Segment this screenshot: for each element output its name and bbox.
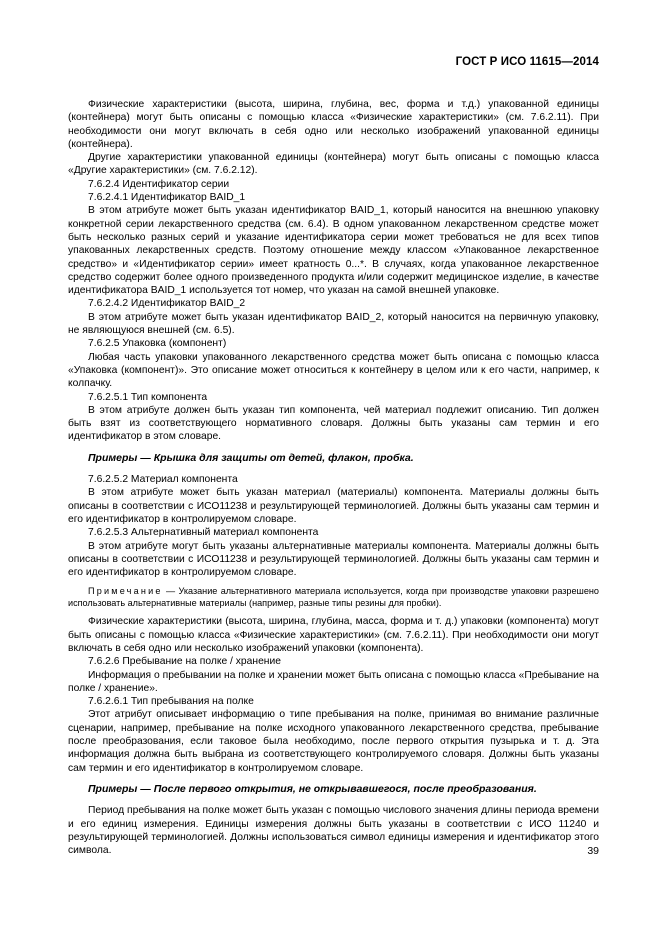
section-heading: 7.6.2.5.1 Тип компонента	[88, 391, 208, 403]
section-heading: 7.6.2.6 Пребывание на полке / хранение	[88, 656, 281, 668]
paragraph: Другие характеристики упакованной единицы (контейнера) могут быть описаны с помощью класса «Другие характеристики» (см. 7.6.2.12).	[68, 152, 599, 177]
note-text: — Указание альтернативного материала используется, когда при производстве упаковки разрешено использовать альтернативные материалы (например, разные типы резины для пробки).	[68, 586, 599, 609]
paragraph: Период пребывания на полке может быть указан с помощью числового значения длины периода времени и его единиц измерения. Единицы измерения должны быть указаны в соответствии с ИСО 11240 и результирующей терминологией. Должны использоваться символ единицы измерения и идентификатор этого символа.	[68, 805, 599, 857]
paragraph: В этом атрибуте может быть указан идентификатор BAID_2, который наносится на первичную упаковку, не являющуюся внешней (см. 6.5).	[68, 311, 599, 337]
section-heading: 7.6.2.4.2 Идентификатор BAID_2	[88, 298, 246, 310]
examples-line: Примеры — Крышка для защиты от детей, флакон, пробка.	[88, 451, 414, 464]
paragraph: Информация о пребывании на полке и хранении может быть описана с помощью класса «Пребывание на полке / хранение».	[68, 669, 599, 694]
paragraph: Физические характеристики (высота, ширина, глубина, масса, форма и т. д.) упаковки (компонента) могут быть описаны с помощью класса «Физические характеристики» (см. 7.6.2.11). При необходимости они могут включать в себя одно или несколько изображений упаковки (компонента).	[68, 616, 599, 654]
note-label: Примечание	[88, 586, 163, 597]
paragraph: В этом атрибуте может быть указан материал (материалы) компонента. Материалы должны быть описаны в соответствии с ИСО11238 и результирующей терминологией. Должны быть указаны сам термин и его идентификатор в контролируемом словаре.	[68, 487, 599, 525]
document-header: ГОСТ Р ИСО 11615—2014	[455, 56, 599, 68]
paragraph: В этом атрибуте могут быть указаны альтернативные материалы компонента. Материалы должны быть описаны в соответствии с ИСО11238 и результирующей терминологией. Должны быть указаны сам термин и его идентификатор в контролируемом словаре.	[68, 540, 599, 579]
page-number: 39	[587, 845, 599, 857]
paragraph: Любая часть упаковки упакованного лекарственного средства может быть описана с помощью класса «Упаковка (компонент)». Это описание может относиться к контейнеру в целом или к его части, например, к колпачку.	[68, 351, 599, 390]
section-heading: 7.6.2.5 Упаковка (компонент)	[88, 338, 227, 350]
page-body	[68, 98, 599, 857]
section-heading: 7.6.2.4.1 Идентификатор BAID_1	[88, 192, 246, 204]
paragraph: Этот атрибут описывает информацию о типе пребывания на полке, принимая во внимание различные сценарии, например, пребывание на полке исходного упакованного лекарственного средства, пребывание после преобразования, если таковое была необходимо, после первого открытия пузырька и т. д. Эта информация должна быть выбрана из соответствующего контролируемого словаря. Должны быть указаны сам термин и его идентификатор в контролируемом словаре.	[68, 709, 599, 774]
note	[68, 585, 599, 609]
section-heading: 7.6.2.6.1 Тип пребывания на полке	[88, 696, 254, 708]
examples-line: Примеры — После первого открытия, не открывавшегося, после преобразования.	[88, 782, 537, 795]
paragraph: Физические характеристики (высота, ширина, глубина, вес, форма и т.д.) упакованной единицы (контейнера) могут быть описаны с помощью класса «Физические характеристики» (см. 7.6.2.11). При необходимости они могут включать в себя одно или несколько изображений упакованной единицы (контейнера).	[68, 99, 599, 150]
paragraph: В этом атрибуте может быть указан идентификатор BAID_1, который наносится на внешнюю упаковку конкретной серии лекарственного средства (см. 6.4). В одном упакованном лекарственном средстве может быть несколько разных серий и указание идентификатора серии может требоваться не для всех типов упакованных лекарственных средств. Поэтому отношение между классом «Упакованное лекарственное средство» и «Идентификатор серии» имеет кратность 0...*. В случаях, когда упакованное лекарственное средство содержит более одного произведенного продукта и/или содержит медицинское изделие, в качестве идентификатора BAID_1 используется тот номер, что указан на самой внешней упаковке.	[68, 205, 599, 297]
section-heading: 7.6.2.5.3 Альтернативный материал компонента	[88, 527, 319, 539]
paragraph: В этом атрибуте должен быть указан тип компонента, чей материал подлежит описанию. Тип должен быть взят из соответствующего нормативного словаря. Должны быть указаны сам термин и его идентификатор в этом словаре.	[68, 404, 599, 443]
section-heading: 7.6.2.5.2 Материал компонента	[88, 474, 238, 486]
section-heading: 7.6.2.4 Идентификатор серии	[88, 178, 230, 190]
